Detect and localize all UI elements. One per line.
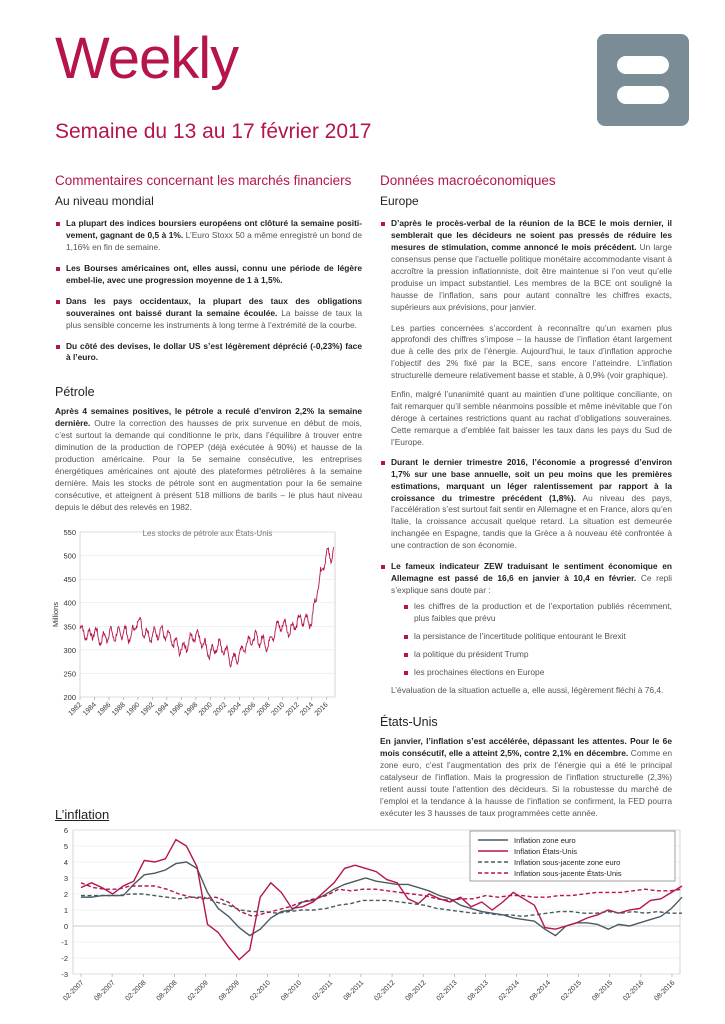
x-tick-label: 2016	[313, 701, 330, 718]
bullet-currency: Du côté des devises, le dollar US s’est légèrement déprécié (-0,23%) face à l’euro.	[55, 341, 362, 365]
paragraph-inflation-analysis: Les parties concernées s’accordent à reconnaître qu’un examen plus approfondi des chiffres s’impose – la hausse de l’inflation étant largement due à celle des prix de l’énergie. Aujourd’hui, le taux d’inflation approche l’objectif des 2% fixé par la BCE, sans encore l’atteindre. L’inflation structurelle demeure relativement basse et stable, à 0,9% (voir graphique).	[391, 322, 672, 381]
europe-bullets	[380, 218, 672, 313]
inflation-series-line	[81, 894, 682, 916]
x-tick-label: 02-2012	[373, 979, 397, 1003]
x-tick-label: 2014	[299, 701, 316, 718]
chart-title: Les stocks de pétrole aux États-Unis	[142, 529, 273, 538]
paragraph-zew-current: L’évaluation de la situation actuelle a, elle aussi, légèrement fléchi à 76,4.	[391, 684, 664, 695]
zew-reasons-list	[402, 601, 672, 679]
markets-bullets	[55, 218, 362, 364]
oil-stock-chart	[50, 522, 345, 720]
logo-bar-bottom	[617, 86, 669, 104]
x-tick-label: 2006	[241, 701, 258, 718]
y-tick-label: 550	[63, 528, 76, 537]
x-tick-label: 08-2015	[591, 979, 615, 1003]
x-tick-label: 2012	[284, 701, 301, 718]
y-tick-label: 450	[63, 575, 76, 585]
x-tick-label: 1982	[67, 701, 84, 718]
y-tick-label: -1	[61, 938, 68, 947]
oil-series-line	[80, 547, 334, 667]
x-tick-label: 08-2012	[404, 979, 428, 1003]
x-tick-label: 08-2011	[342, 979, 366, 1003]
y-tick-label: 6	[63, 826, 68, 835]
x-tick-label: 1992	[139, 701, 156, 718]
x-tick-label: 1984	[81, 701, 98, 718]
oil-heading: Pétrole	[55, 385, 95, 400]
x-tick-label: 02-2015	[559, 979, 584, 1003]
x-tick-label: 2008	[255, 701, 272, 718]
global-subheading: Au niveau mondial	[55, 194, 154, 209]
y-tick-label: -3	[61, 970, 68, 979]
oil-paragraph: Après 4 semaines positives, le pétrole a reculé d’environ 2,2% la semaine dernière. Outre la correction des hausses de prix survenue en début de mois, c’est surtout la demande qui conditionne le prix, dans l’équilibre à trouver entre diminution de la production de l’OPEP (déjà exécutée à 90%) et hausse de la production américaine. Pour la 5e semaine consécutive, les entreprises énergétiques américaines ont ajouté des plateformes pétrolières à la semaine dernière. Mais les stocks de pétrole sont en augmentation pour la 6e semaine consécutive, et atteignent à présent 518 millions de barils – le plus haut niveau depuis le début des relevés en 1982.	[55, 406, 362, 512]
x-tick-label: 02-2010	[248, 979, 273, 1003]
x-tick-label: 02-2007	[62, 979, 86, 1003]
zew-reason-item: la persistance de l’incertitude politique entourant le Brexit	[402, 631, 672, 643]
y-tick-label: -2	[61, 954, 68, 963]
us-heading: États-Unis	[380, 715, 438, 730]
legend-label: Inflation zone euro	[514, 836, 576, 845]
inflation-series-line	[81, 883, 682, 917]
zew-reason-item: la politique du président Trump	[402, 649, 672, 661]
plot-frame	[80, 532, 335, 697]
x-tick-label: 08-2013	[466, 979, 490, 1003]
y-tick-label: 500	[63, 551, 76, 561]
y-tick-label: 300	[63, 645, 76, 655]
bullet-ecb: D’après le procès-verbal de la réunion de la BCE le mois dernier, il semblerait que les décideurs ne soient pas pressés de réduire les mesures de stimulation, comme annoncé le mois précédent. Un large consensus pense que l’actuelle politique monétaire accommodante visant à accroître la pression inflationniste, doit être maintenue si l’on veut qu’elle produise un impact substantiel. Les membres de la BCE ont souligné la hausse de l’inflation, sans pour autant connaître les chiffres exacts, supérieurs aux prévisions, pour janvier.	[380, 218, 672, 313]
logo-bar-top	[617, 56, 669, 74]
x-tick-label: 02-2008	[124, 979, 148, 1003]
x-tick-label: 2004	[226, 701, 243, 718]
bullet-zew: Le fameux indicateur ZEW traduisant le sentiment économique en Allemagne est passé de 16,6 en janvier à 10,4 en février. Ce repli s’explique sans doute par : les chiffres de la production et de l’exportation publiés récemment, plus faibles que prévu la persistance de l’incertitude politique entourant le Brexit la politique du président Trump les prochaines élections en Europe	[380, 561, 672, 678]
y-tick-label: 3	[63, 874, 68, 883]
x-tick-label: 02-2013	[435, 979, 459, 1003]
zew-reason-item: les prochaines élections en Europe	[402, 667, 672, 679]
x-tick-label: 1988	[110, 701, 127, 718]
x-tick-label: 1996	[168, 701, 185, 718]
left-column	[55, 171, 362, 520]
legend-label: Inflation États-Unis	[514, 847, 577, 856]
macro-heading: Données macroéconomiques	[380, 173, 556, 188]
bullet-bonds: Dans les pays occidentaux, la plupart des taux des obligations souveraines ont baissé durant la semaine écoulée. La baisse de taux la plus sensible concerne les instruments à long terme à l’extrémité de la courbe.	[55, 296, 362, 332]
y-tick-label: 250	[63, 669, 76, 679]
europe-heading: Europe	[380, 194, 419, 209]
x-tick-label: 2000	[197, 701, 214, 718]
x-tick-label: 2010	[270, 701, 287, 718]
y-axis-label: Millions	[51, 601, 60, 628]
brand-logo	[597, 34, 689, 126]
x-tick-label: 2002	[212, 701, 229, 718]
x-tick-label: 1998	[183, 701, 200, 718]
paragraph-bond-purchases: Enfin, malgré l’unanimité quant au maintien d’une politique conciliante, on fait remarquer qu’il semble néanmoins possible et même inévitable que l’on déroge à certaines restrictions quant au rachat d’obligations souveraines. Cette remarque a d’emblée fait baisser les taux dans les pays du Sud de l’Europe.	[391, 389, 672, 447]
x-tick-label: 02-2016	[622, 979, 646, 1003]
x-tick-label: 1994	[154, 701, 171, 718]
y-tick-label: 1	[63, 906, 68, 915]
legend-label: Inflation sous-jacente zone euro	[514, 858, 621, 867]
x-tick-label: 08-2014	[528, 979, 552, 1003]
bullet-gdp: Durant le dernier trimestre 2016, l’économie a progressé d’environ 1,7% sur une base annuelle, soit un peu moins que les premières estimations, marquant un léger ralentissement par rapport à la croissance du trimestre précédent (1,8%). Au niveau des pays, l’accélération s’est surtout fait sentir en Allemagne et en France, alors qu’en Italie, la croissance accusait quelque retard. La situation est demeurée inchangée en Espagne, tandis que la Grèce a à nouveau été confrontée à une contraction de son économie.	[380, 457, 672, 552]
bullet-stocks-us: Les Bourses américaines ont, elles aussi, connu une période de légère embel-lie, avec une progression moyenne de 1 à 1,5%.	[55, 263, 362, 287]
x-tick-label: 08-2007	[93, 979, 117, 1003]
zew-reason-item: les chiffres de la production et de l’exportation publiés récemment, plus faibles que prévu	[402, 601, 672, 625]
us-paragraph: En janvier, l’inflation s’est accélérée, dépassant les attentes. Pour le 6e mois consécutif, elle a atteint 2,5%, contre 2,1% en décembre. Comme en zone euro, c’est l’augmentation des prix de l’énergie qui a été le principal catalyseur de l’inflation. Mais la progression de l’inflation structurelle (2,3%) retient aussi toute l’attention des décideurs. Si la robustesse du marché de l’emploi et la tendance à la hausse de l’inflation se confirment, la FED pourra exécuter les 3 hausses de taux programmées cette année.	[380, 736, 672, 818]
inflation-chart	[48, 824, 688, 1022]
y-tick-label: 2	[63, 890, 68, 899]
x-tick-label: 08-2010	[280, 979, 304, 1003]
y-tick-label: 400	[63, 598, 76, 608]
x-tick-label: 02-2014	[497, 979, 521, 1003]
right-column	[380, 171, 672, 827]
inflation-chart-label: L’inflation	[55, 807, 110, 822]
x-tick-label: 1986	[96, 701, 113, 718]
x-tick-label: 08-2016	[653, 979, 677, 1003]
y-tick-label: 0	[63, 922, 68, 931]
bullet-stocks-europe: La plupart des indices boursiers européens ont clôturé la semaine positi-vement, gagnant de 0,5 à 1%. L’Euro Stoxx 50 a même enregistré un bond de 1,16% en fin de semaine.	[55, 218, 362, 254]
y-tick-label: 200	[63, 693, 76, 702]
page-subtitle: Semaine du 13 au 17 février 2017	[55, 120, 372, 143]
x-tick-label: 08-2008	[155, 979, 179, 1003]
y-tick-label: 4	[63, 858, 68, 867]
x-tick-label: 1990	[125, 701, 142, 718]
x-tick-label: 02-2011	[311, 979, 335, 1003]
x-tick-label: 08-2009	[217, 979, 241, 1003]
page-title: Weekly	[55, 26, 239, 91]
legend-label: Inflation sous-jacente États-Unis	[514, 869, 622, 878]
growth-bullets	[380, 457, 672, 679]
markets-heading: Commentaires concernant les marchés financiers	[55, 173, 352, 188]
x-tick-label: 02-2009	[186, 979, 210, 1003]
y-tick-label: 350	[63, 622, 76, 632]
y-tick-label: 5	[63, 842, 68, 851]
